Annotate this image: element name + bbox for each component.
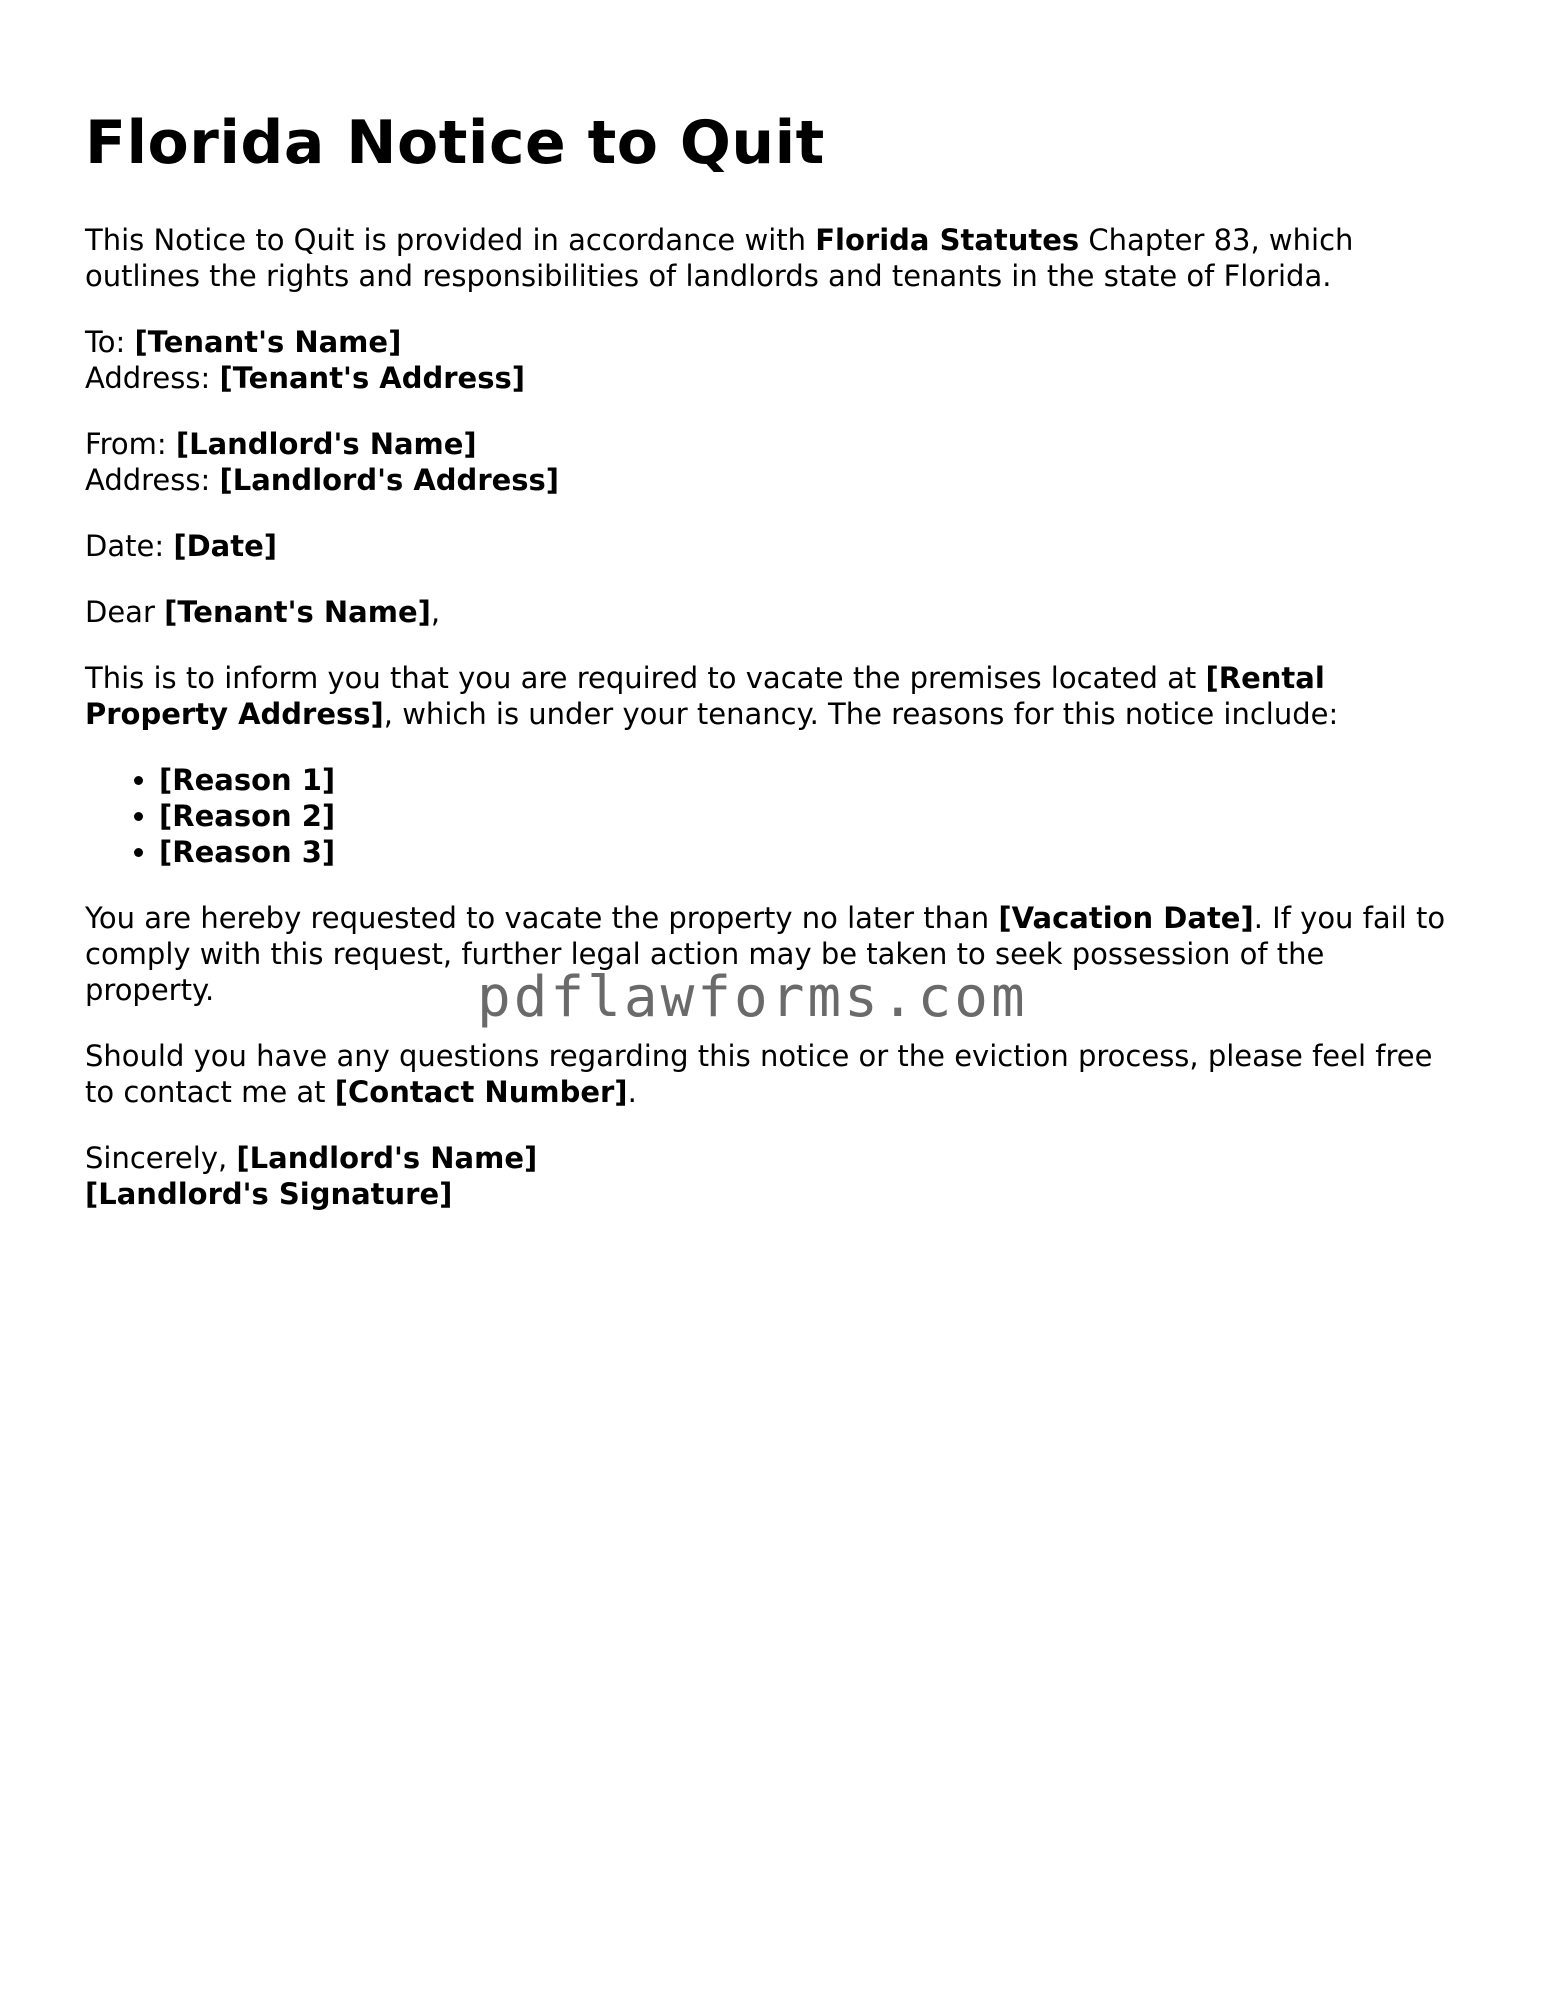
questions-paragraph	[85, 1038, 1457, 1110]
reason-1: [Reason 1]	[159, 763, 336, 797]
closing-label: Sincerely,	[85, 1141, 237, 1175]
questions-text-after: .	[627, 1075, 637, 1109]
salutation-after: ,	[430, 595, 441, 629]
recipient-block	[85, 324, 1457, 396]
reasons-list	[85, 762, 1457, 870]
intro-statute: Florida Statutes	[815, 223, 1080, 257]
inform-text-before: This is to inform you that you are required to vacate the premises located at	[85, 661, 1206, 695]
vacation-date: [Vacation Date]	[998, 901, 1254, 935]
inform-text-after: , which is under your tenancy. The reasons for this notice include:	[383, 697, 1339, 731]
document-title: Florida Notice to Quit	[85, 108, 825, 178]
questions-text-before: Should you have any questions regarding this notice or the eviction process, please feel free to contact me at	[85, 1039, 1433, 1109]
list-item	[159, 762, 1457, 798]
vacate-text-before: You are hereby requested to vacate the property no later than	[85, 901, 999, 935]
to-label: To:	[85, 325, 135, 359]
reason-3: [Reason 3]	[159, 835, 336, 869]
sender-block	[85, 426, 1457, 498]
notice-document	[85, 108, 1457, 1242]
tenant-name: [Tenant's Name]	[134, 325, 402, 359]
list-item	[159, 798, 1457, 834]
from-label: From:	[85, 427, 176, 461]
intro-text-before: This Notice to Quit is provided in accordance with	[85, 223, 816, 257]
closing-landlord-name: [Landlord's Name]	[236, 1141, 538, 1175]
landlord-signature: [Landlord's Signature]	[85, 1177, 453, 1211]
intro-text-after: Chapter 83, which outlines the rights and responsibilities of landlords and tenants in the state of Florida.	[85, 223, 1354, 293]
rental-property-address: [Rental Property Address]	[85, 661, 1325, 731]
vacate-text-after: . If you fail to comply with this request, further legal action may be taken to seek possession of the property.	[85, 901, 1446, 1007]
salutation-before: Dear	[85, 595, 165, 629]
intro-paragraph	[85, 222, 1457, 294]
closing-block	[85, 1140, 1457, 1212]
salutation	[85, 594, 1457, 630]
date-line	[85, 528, 1457, 564]
date-label: Date:	[85, 529, 174, 563]
tenant-address-label: Address:	[85, 361, 220, 395]
list-item	[159, 834, 1457, 870]
inform-paragraph	[85, 660, 1457, 732]
landlord-address-label: Address:	[85, 463, 220, 497]
contact-number: [Contact Number]	[334, 1075, 628, 1109]
salutation-name: [Tenant's Name]	[164, 595, 431, 629]
reason-2: [Reason 2]	[159, 799, 336, 833]
watermark: pdflawforms.com	[477, 965, 1028, 1030]
landlord-address: [Landlord's Address]	[219, 463, 560, 497]
landlord-name: [Landlord's Name]	[175, 427, 477, 461]
tenant-address: [Tenant's Address]	[219, 361, 526, 395]
date-value: [Date]	[173, 529, 277, 563]
